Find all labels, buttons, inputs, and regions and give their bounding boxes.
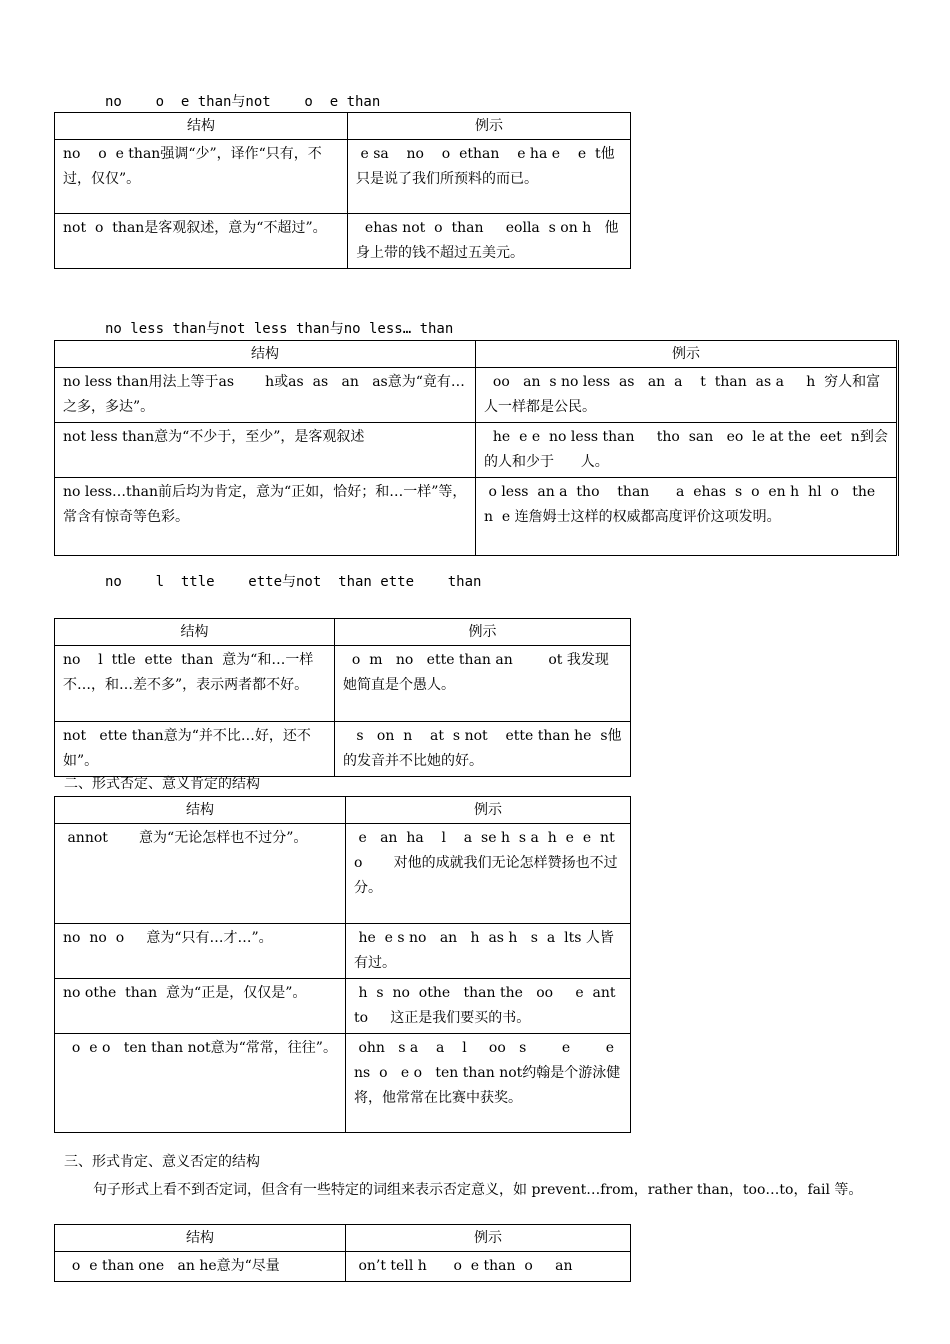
structure-cell: not less than意为“不少于，至少”，是客观叙述 (55, 423, 476, 478)
structure-cell: no l ttle ette than 意为“和…一样不…，和…差不多”，表示两者都不好。 (55, 646, 335, 722)
header-example: 例示 (346, 1225, 631, 1252)
table-row (55, 979, 631, 1034)
table-header-row (55, 619, 631, 646)
section5-heading: 三、形式肯定、意义否定的结构 (64, 1154, 260, 1170)
structure-cell: not o than是客观叙述，意为“不超过”。 (55, 214, 348, 269)
table-row (55, 1252, 631, 1282)
table-row (55, 140, 631, 214)
section4-heading: 二、形式否定、意义肯定的结构 (64, 776, 260, 792)
section5-paragraph: 句子形式上看不到否定词，但含有一些特定的词组来表示否定意义，如 prevent…from，rather than，too…to，fail 等。 (93, 1182, 863, 1198)
section2-heading: no less than与not less than与no less… than (105, 321, 454, 337)
table-header-row (55, 1225, 631, 1252)
table-row (55, 824, 631, 924)
example-cell: o m no ette than an ot 我发现她简直是个愚人。 (335, 646, 631, 722)
section2-table (54, 340, 899, 556)
section3-table (54, 618, 631, 777)
table-row (55, 423, 898, 478)
structure-cell: no othe than 意为“正是，仅仅是”。 (55, 979, 346, 1034)
header-structure: 结构 (55, 619, 335, 646)
structure-cell: o e than one an he意为“尽量 (55, 1252, 346, 1282)
table-row (55, 214, 631, 269)
structure-cell: no no o 意为“只有…才…”。 (55, 924, 346, 979)
structure-cell: not ette than意为“并不比…好，还不如”。 (55, 722, 335, 777)
example-cell: e sa no o ethan e ha e e t他只是说了我们所预料的而已。 (348, 140, 631, 214)
header-structure: 结构 (55, 797, 346, 824)
header-structure: 结构 (55, 1225, 346, 1252)
table-row (55, 1034, 631, 1133)
header-structure: 结构 (55, 341, 476, 368)
header-example: 例示 (476, 341, 898, 368)
example-cell: ehas not o than eolla s on h 他身上带的钱不超过五美元。 (348, 214, 631, 269)
structure-cell: no less…than前后均为肯定，意为“正如，恰好；和…一样”等，常含有惊奇等色彩。 (55, 478, 476, 556)
section3-heading: no l ttle ette与not than ette than (105, 574, 482, 590)
section1-table (54, 112, 631, 269)
table-header-row (55, 113, 631, 140)
table-header-row (55, 341, 898, 368)
example-cell: he e s no an h as h s a lts 人皆有过。 (346, 924, 631, 979)
section4-table (54, 796, 637, 1133)
example-cell: o less an a tho than a ehas s o en h hl o the n e 连詹姆士这样的权威都高度评价这项发明。 (476, 478, 898, 556)
example-cell: on’t tell h o e than o an (346, 1252, 631, 1282)
section5-table (54, 1224, 631, 1282)
example-cell: oo an s no less as an a t than as a h 穷人和富人一样都是公民。 (476, 368, 898, 423)
structure-cell: o e o ten than not意为“常常，往往”。 (55, 1034, 346, 1133)
table-row (55, 368, 898, 423)
table-row (55, 722, 631, 777)
structure-cell: no o e than强调“少”，译作“只有，不过，仅仅”。 (55, 140, 348, 214)
example-cell: e an ha l a se h s a h e e nt o 对他的成就我们无论怎样赞扬也不过分。 (346, 824, 631, 924)
header-example: 例示 (348, 113, 631, 140)
example-cell: he e e no less than tho san eo le at the eet n到会的人和少于 人。 (476, 423, 898, 478)
example-cell: ohn s a a l oo s e e ns o e o ten than not约翰是个游泳健将，他常常在比赛中获奖。 (346, 1034, 631, 1133)
section1-heading: no o e than与not o e than (105, 94, 381, 110)
header-example: 例示 (335, 619, 631, 646)
header-example: 例示 (346, 797, 631, 824)
table-header-row (55, 797, 631, 824)
table-row (55, 478, 898, 556)
structure-cell: no less than用法上等于as h或as as an as意为“竟有…之多，多达”。 (55, 368, 476, 423)
example-cell: s on n at s not ette than he s他的发音并不比她的好。 (335, 722, 631, 777)
table-row (55, 924, 631, 979)
example-cell: h s no othe than the oo e ant to 这正是我们要买的书。 (346, 979, 631, 1034)
structure-cell: annot 意为“无论怎样也不过分”。 (55, 824, 346, 924)
table-row (55, 646, 631, 722)
header-structure: 结构 (55, 113, 348, 140)
